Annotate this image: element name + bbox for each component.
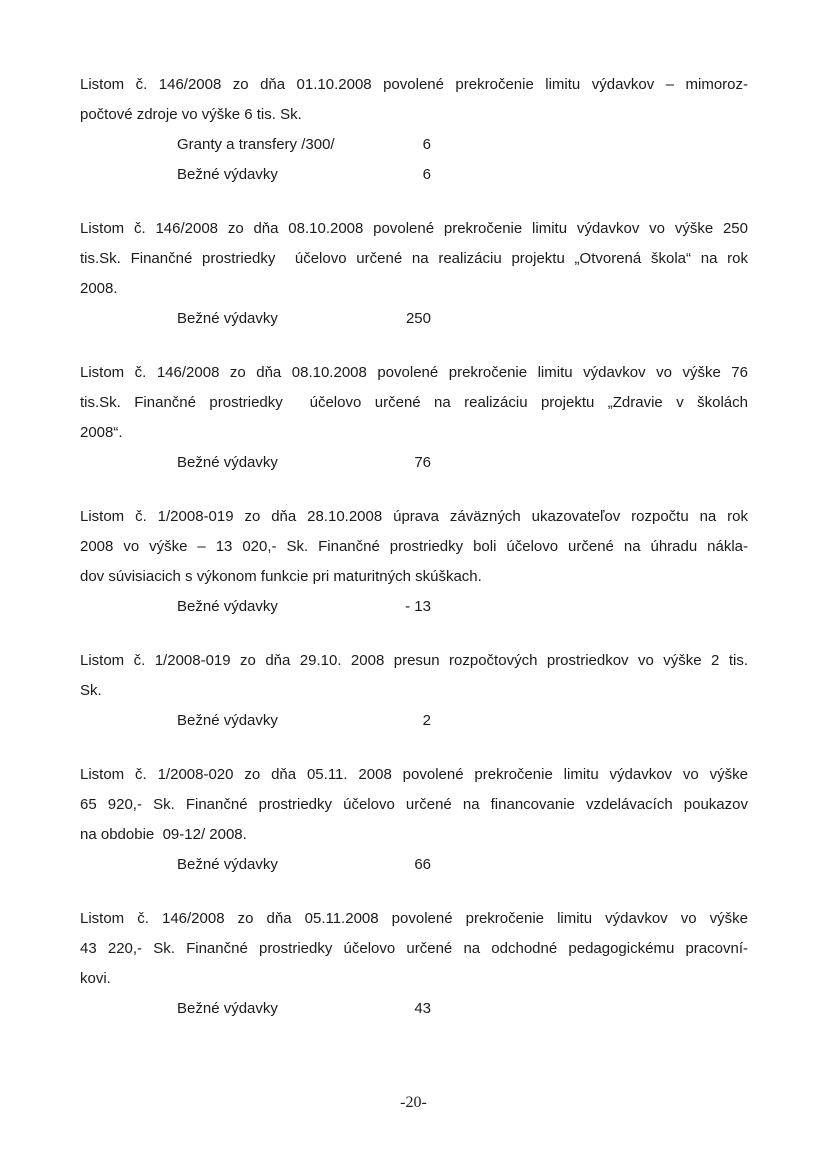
budget-item-label: Bežné výdavky	[177, 166, 278, 183]
budget-item-label: Bežné výdavky	[177, 310, 278, 327]
paragraph-line: Listom č. 1/2008-019 zo dňa 28.10.2008 úprava záväzných ukazovateľov rozpočtu na rok	[80, 508, 748, 525]
budget-item-label: Granty a transfery /300/	[177, 136, 335, 153]
entry-block-1	[80, 70, 748, 190]
budget-item-label: Bežné výdavky	[177, 712, 278, 729]
document-body	[80, 70, 748, 1048]
entry-block-2	[80, 214, 748, 334]
paragraph-line: Listom č. 146/2008 zo dňa 05.11.2008 povolené prekročenie limitu výdavkov vo výške	[80, 910, 748, 927]
budget-item	[80, 304, 748, 334]
paragraph-line: tis.Sk. Finančné prostriedky účelovo určené na realizáciu projektu „Otvorená škola“ na rok	[80, 250, 748, 267]
paragraph-line: kovi.	[80, 970, 111, 987]
paragraph-line: tis.Sk. Finančné prostriedky účelovo určené na realizáciu projektu „Zdravie v školách	[80, 394, 748, 411]
budget-item-label: Bežné výdavky	[177, 1000, 278, 1017]
budget-item-value: 250	[405, 310, 431, 327]
entry-block-3	[80, 358, 748, 478]
budget-item-value: 43	[414, 1000, 431, 1017]
paragraph-line: 65 920,- Sk. Finančné prostriedky účelovo určené na financovanie vzdelávacích poukazov	[80, 796, 748, 813]
paragraph-line: Listom č. 1/2008-020 zo dňa 05.11. 2008 povolené prekročenie limitu výdavkov vo výške	[80, 766, 748, 783]
budget-item	[80, 160, 748, 190]
budget-item-label: Bežné výdavky	[177, 454, 278, 471]
paragraph-line: 2008.	[80, 280, 118, 297]
budget-item-label: Bežné výdavky	[177, 598, 278, 615]
budget-item	[80, 706, 748, 736]
budget-item-value: 66	[414, 856, 431, 873]
paragraph-line: 2008“.	[80, 424, 123, 441]
paragraph-line: Listom č. 146/2008 zo dňa 01.10.2008 povolené prekročenie limitu výdavkov – mimoroz-	[80, 76, 748, 93]
budget-item	[80, 994, 748, 1024]
entry-block-5	[80, 646, 748, 736]
budget-item-value: 2	[422, 712, 431, 729]
entry-block-6	[80, 760, 748, 880]
paragraph-line: Sk.	[80, 682, 102, 699]
budget-item	[80, 130, 748, 160]
budget-item-value: 76	[414, 454, 431, 471]
budget-item-label: Bežné výdavky	[177, 856, 278, 873]
budget-item	[80, 592, 748, 622]
entry-block-7	[80, 904, 748, 1024]
paragraph-line: počtové zdroje vo výške 6 tis. Sk.	[80, 106, 302, 123]
paragraph-line: Listom č. 146/2008 zo dňa 08.10.2008 povolené prekročenie limitu výdavkov vo výške 250	[80, 220, 748, 237]
budget-item-value: 6	[422, 166, 431, 183]
budget-item	[80, 850, 748, 880]
paragraph-line: Listom č. 146/2008 zo dňa 08.10.2008 povolené prekročenie limitu výdavkov vo výške 76	[80, 364, 748, 381]
entry-block-4	[80, 502, 748, 622]
paragraph-line: na obdobie 09-12/ 2008.	[80, 826, 247, 843]
budget-item-value: - 13	[405, 598, 431, 615]
paragraph-line: dov súvisiacich s výkonom funkcie pri maturitných skúškach.	[80, 568, 482, 585]
page-number: -20-	[400, 1094, 427, 1111]
budget-item-value: 6	[422, 136, 431, 153]
paragraph-line: 43 220,- Sk. Finančné prostriedky účelovo určené na odchodné pedagogickému pracovní-	[80, 940, 748, 957]
paragraph-line: Listom č. 1/2008-019 zo dňa 29.10. 2008 presun rozpočtových prostriedkov vo výške 2 tis.	[80, 652, 748, 669]
paragraph-line: 2008 vo výške – 13 020,- Sk. Finančné prostriedky boli účelovo určené na úhradu nákla-	[80, 538, 748, 555]
budget-item	[80, 448, 748, 478]
